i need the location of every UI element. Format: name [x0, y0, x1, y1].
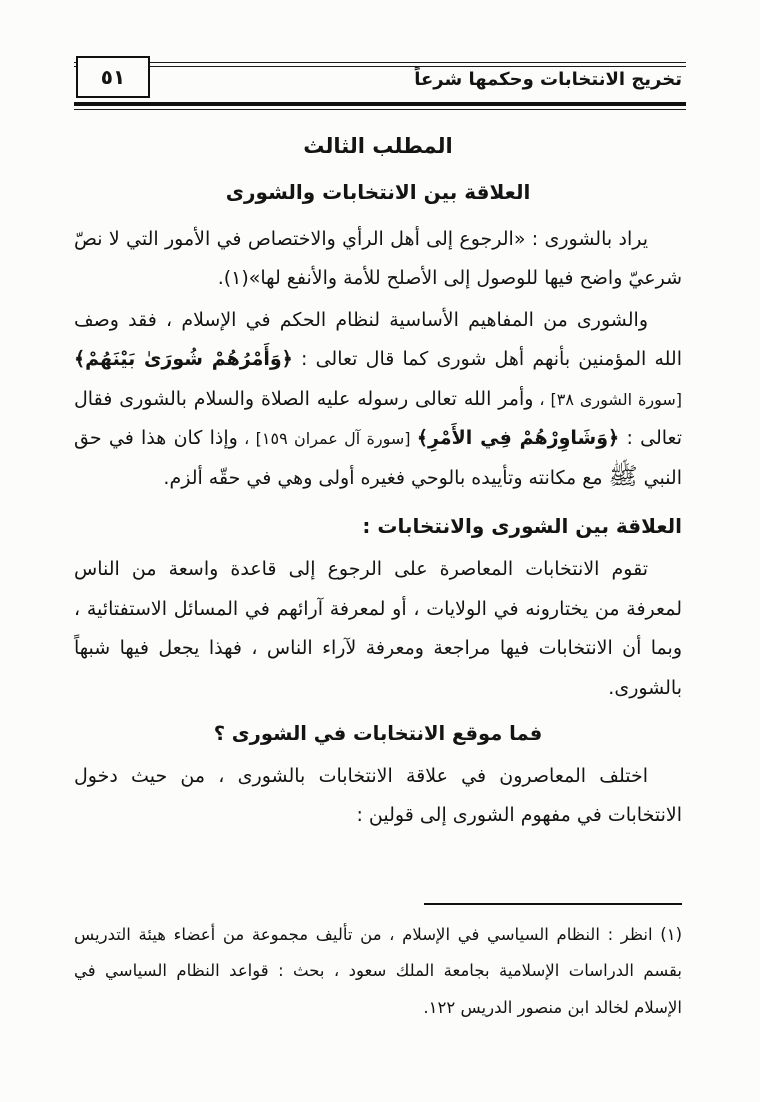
verse-reference: [سورة الشورى ٣٨] ، — [533, 389, 682, 409]
section-subheading: العلاقة بين الانتخابات والشورى — [225, 179, 531, 204]
text-segment: وإذا كان هذا في حق النبي — [74, 427, 682, 489]
text-segment: وأمر الله تعالى رسوله عليه الصلاة والسلام بالشورى فقال تعالى : — [74, 387, 683, 450]
footnote-text: (١) انظر : النظام السياسي في الإسلام ، من تأليف مجموعة من أعضاء هيئة التدريس بقسم الدراسات الإسلامية بجامعة الملك سعود ، بحث : قواعد النظام السياسي في الإسلام لخالد ابن منصور الدريس ١٢٢. — [74, 925, 682, 1017]
heading-relation: العلاقة بين الشورى والانتخابات : — [362, 514, 682, 539]
paragraph-elections: تقوم الانتخابات المعاصرة على الرجوع إلى قاعدة واسعة من الناس لمعرفة من يختارونه في الولايات ، أو لمعرفة آرائهم في المسائل الاستفتائية ، وبما أن الانتخابات فيها مراجعة ومعرفة لآراء الناس ، فهذا يجعل فيها شبهاً بالشورى. — [74, 558, 682, 699]
paragraph-positions: اختلف المعاصرون في علاقة الانتخابات بالشورى ، من حيث دخول الانتخابات في مفهوم الشورى إلى قولين : — [74, 764, 682, 827]
header-bottom-rule — [74, 102, 686, 110]
verse-reference: [سورة آل عمران ١٥٩] ، — [237, 429, 417, 449]
page-number: ٥١ — [100, 65, 126, 89]
quran-verse: ﴿وَأَمْرُهُمْ شُورَىٰ بَيْنَهُمْ﴾ — [74, 348, 293, 371]
section-heading: المطلب الثالث — [303, 134, 453, 158]
footnote-area — [74, 903, 682, 1026]
running-head-title: تخريج الانتخابات وحكمها شرعاً — [414, 69, 682, 90]
text-segment: مع مكانته وتأييده بالوحي فغيره أولى وهي في حقّه ألزم. — [163, 466, 609, 489]
pbuh-symbol: ﷺ — [608, 461, 638, 490]
quran-verse: ﴿وَشَاوِرْهُمْ فِي الأَمْرِ﴾ — [416, 427, 620, 450]
heading-question: فما موقع الانتخابات في الشورى ؟ — [213, 722, 543, 746]
footnote-separator — [424, 903, 682, 905]
header-top-rule — [74, 62, 686, 67]
text-segment: والشورى من المفاهيم الأساسية لنظام الحكم في الإسلام ، فقد وصف الله المؤمنين بأنهم أهل شورى كما قال تعالى : — [74, 308, 682, 371]
page-number-box — [76, 56, 150, 98]
paragraph-shura-concept — [74, 301, 682, 499]
page-header — [74, 56, 686, 114]
page-content — [74, 124, 682, 838]
paragraph-shura-definition: يراد بالشورى : «الرجوع إلى أهل الرأي والاختصاص في الأمور التي لا نصّ شرعيّ واضح فيها للوصول إلى الأصلح للأمة والأنفع لها»(١). — [74, 227, 682, 290]
